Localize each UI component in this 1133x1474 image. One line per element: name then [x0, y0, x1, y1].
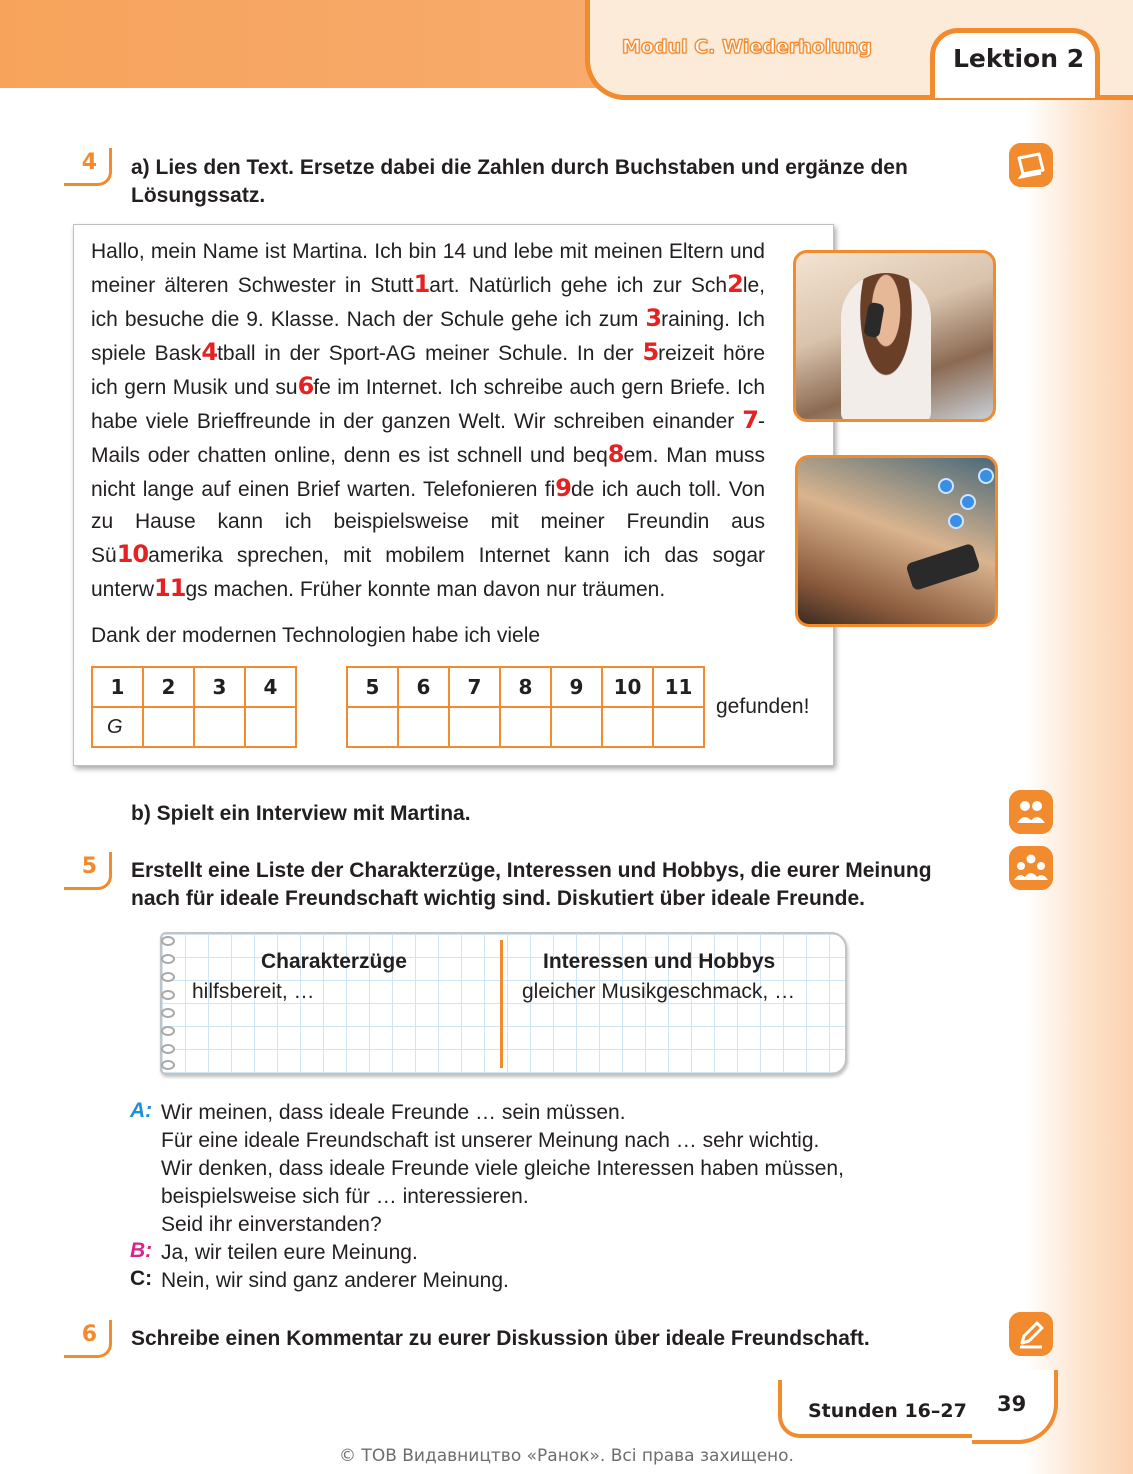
gap-number: 9	[555, 474, 571, 502]
grid-answer-cell[interactable]	[500, 707, 551, 747]
photo-girl-on-phone	[793, 250, 996, 422]
stunden-label: Stunden 16–27	[808, 1400, 967, 1422]
grid-answer-cell[interactable]	[245, 707, 296, 747]
dialogue-a-line: Wir denken, dass ideale Freunde viele gleiche Interessen haben müssen,	[161, 1157, 844, 1180]
grid-number: 7	[449, 667, 500, 707]
gap-number: 3	[645, 304, 662, 332]
grid-number: 10	[602, 667, 653, 707]
grid-number: 5	[347, 667, 398, 707]
grid-answer-cell[interactable]	[143, 707, 194, 747]
social-bubble-icon	[948, 513, 964, 529]
pen-icon	[1009, 1312, 1053, 1356]
gap-number: 1	[413, 270, 430, 298]
pair-work-icon	[1009, 790, 1053, 834]
gap-number: 6	[297, 372, 314, 400]
grid-number: 2	[143, 667, 194, 707]
dialogue-a-line: beispielsweise sich für … interessieren.	[161, 1185, 529, 1208]
col-interessen-title: Interessen und Hobbys	[543, 950, 776, 973]
answer-grid-1	[91, 666, 297, 748]
task5-instruction: Erstellt eine Liste der Charakterzüge, Interessen und Hobbys, die eurer Meinung nach für ideale Freundschaft wichtig sind. Diskutiert über ideale Freunde.	[131, 859, 932, 910]
speaker-c-label: C:	[130, 1267, 153, 1290]
group-work-icon	[1009, 846, 1053, 890]
spiral-ring	[161, 1026, 175, 1036]
spiral-ring	[161, 954, 175, 964]
smartphone-image	[905, 543, 980, 591]
book-icon	[1009, 143, 1053, 187]
page-margin-stripe	[1025, 0, 1133, 1474]
grid-answer-cell[interactable]	[653, 707, 704, 747]
grid-number: 8	[500, 667, 551, 707]
col-charakterzuege-text: hilfsbereit, …	[192, 980, 315, 1003]
task6-instruction: Schreibe einen Kommentar zu eurer Diskussion über ideale Freundschaft.	[131, 1327, 870, 1350]
grid-number: 4	[245, 667, 296, 707]
dialogue-a-line: Seid ihr einverstanden?	[161, 1213, 382, 1236]
task4-instruction-a: a) Lies den Text. Ersetze dabei die Zahlen durch Buchstaben und ergänze den Lösungssatz.	[131, 156, 908, 207]
grid-answer-cell[interactable]	[551, 707, 602, 747]
grid-answer-cell[interactable]	[602, 707, 653, 747]
photo-person	[841, 273, 931, 422]
social-bubble-icon	[978, 468, 994, 484]
story-text: Hallo, mein Name ist Martina. Ich bin 14 und lebe mit meinen Eltern und meiner älteren Schwester in Stutt1art. Natürlich gehe ich zur Sch2le, ich besuche die 9. Klasse. Nach der Schule gehe ich zum 3raining. Ich spiele Bask4tball in der Sport-AG meiner Schule. In der 5reizeit höre ich gern Musik und su6fe im Internet. Ich schreibe auch gern Briefe. Ich habe viele Brieffreunde in der ganzen Welt. Wir schreiben einander 7-Mails oder chatten online, denn es ist schnell und beq8em. Man muss nicht lange auf einen Brief warten. Telefonieren fi9de ich auch toll. Von zu Hause kann ich beispielsweise mit meiner Freundin aus Sü10amerika sprechen, mit mobilem Internet kann ich das sogar unterw11gs machen. Früher konnte man davon nur träumen.	[91, 240, 766, 602]
col-interessen-text: gleicher Musikgeschmack, …	[522, 980, 796, 1003]
dialogue-c-line: Nein, wir sind ganz anderer Meinung.	[161, 1269, 509, 1292]
gap-number: 5	[642, 338, 659, 366]
gap-number: 11	[154, 574, 186, 602]
grid-answer-cell[interactable]	[347, 707, 398, 747]
spiral-ring	[161, 1060, 175, 1070]
task-number-4: 4	[64, 148, 112, 186]
dialogue-a-line: Für eine ideale Freundschaft ist unserer Meinung nach … sehr wichtig.	[161, 1129, 820, 1152]
copyright-notice: © ТОВ Видавництво «Ранок». Всі права захищено.	[339, 1446, 794, 1466]
photo-hands-smartphone	[795, 455, 998, 627]
social-bubble-icon	[960, 494, 976, 510]
gap-number: 7	[742, 406, 758, 434]
grid-answer-cell[interactable]: G	[92, 707, 143, 747]
gap-number: 8	[607, 440, 624, 468]
social-bubble-icon	[938, 478, 954, 494]
spiral-ring	[161, 1008, 175, 1018]
grid-number: 6	[398, 667, 449, 707]
gap-number: 4	[201, 338, 218, 366]
task-number-5: 5	[64, 852, 112, 890]
modul-title: Modul C. Wiederholung	[622, 36, 872, 58]
answer-grid-2	[346, 666, 705, 748]
spiral-ring	[161, 990, 175, 1000]
spiral-ring	[161, 972, 175, 982]
speaker-a-label: A:	[130, 1099, 153, 1122]
spiral-ring	[161, 1044, 175, 1054]
spiral-ring	[161, 936, 175, 946]
speaker-b-label: B:	[130, 1239, 153, 1262]
grid-answer-cell[interactable]	[194, 707, 245, 747]
grid-suffix: gefunden!	[716, 695, 810, 718]
dialogue-b-line: Ja, wir teilen eure Meinung.	[161, 1241, 418, 1264]
task4-instruction-b: b) Spielt ein Interview mit Martina.	[131, 802, 471, 825]
grid-number: 9	[551, 667, 602, 707]
grid-answer-cell[interactable]	[449, 707, 500, 747]
grid-number: 1	[92, 667, 143, 707]
task-number-6: 6	[64, 1320, 112, 1358]
col-charakterzuege-title: Charakterzüge	[261, 950, 407, 973]
note-divider	[500, 940, 503, 1068]
gap-number: 2	[727, 270, 743, 298]
grid-number: 11	[653, 667, 704, 707]
grid-answer-cell[interactable]	[398, 707, 449, 747]
gap-number: 10	[116, 540, 149, 568]
dialogue-a-line: Wir meinen, dass ideale Freunde … sein müssen.	[161, 1101, 626, 1124]
grid-number: 3	[194, 667, 245, 707]
story-last-line: Dank der modernen Technologien habe ich viele	[91, 624, 541, 647]
page-number: 39	[997, 1392, 1027, 1416]
lektion-title: Lektion 2	[953, 44, 1085, 73]
